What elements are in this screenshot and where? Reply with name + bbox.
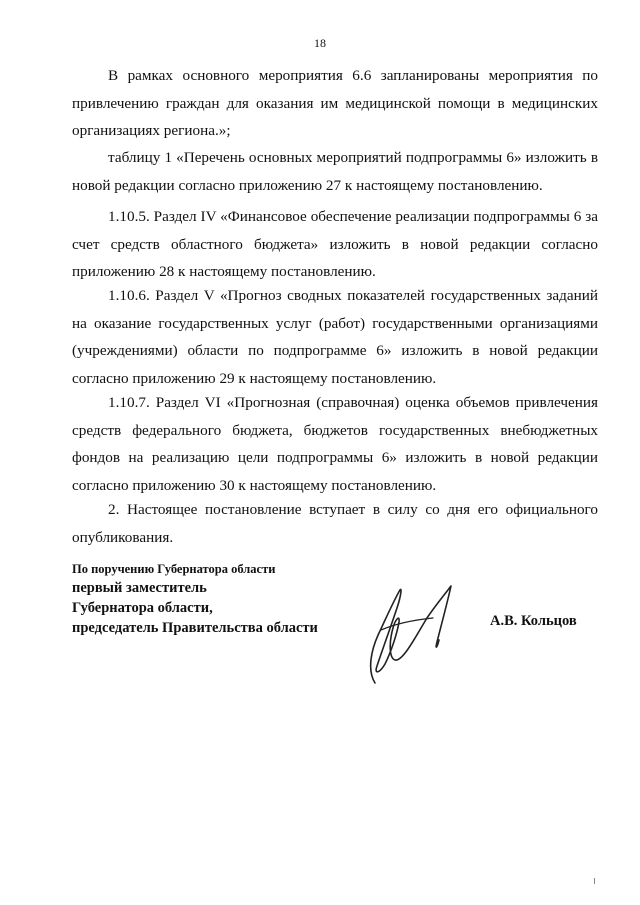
paragraph: таблицу 1 «Перечень основных мероприятий подпрограммы 6» изложить в новой редакции согласно приложению 27 к настоящему постановлению. xyxy=(72,149,598,194)
paragraph: 1.10.6. Раздел V «Прогноз сводных показателей государственных заданий на оказание государственных услуг (работ) государственными организациями (учреждениями) области по подпрограмме 6» изложить в новой редакции согласно приложению 29 к настоящему постановлению. xyxy=(72,287,598,387)
paragraph: 1.10.7. Раздел VI «Прогнозная (справочная) оценка объемов привлечения средств федерального бюджета, бюджетов государственных внебюджетных фондов на реализацию цели подпрограммы 6» изложить в новой редакции согласно приложению 30 к настоящему постановлению. xyxy=(72,394,598,494)
signatory-position: Губернатора области, xyxy=(72,600,213,616)
signatory-authority: По поручению Губернатора области xyxy=(72,562,276,576)
scan-mark xyxy=(594,878,595,884)
signer-name: А.В. Кольцов xyxy=(490,613,577,629)
signatory-position: первый заместитель xyxy=(72,580,207,596)
paragraph: В рамках основного мероприятия 6.6 запланированы мероприятия по привлечению граждан для оказания им медицинской помощи в медицинских организациях региона.»; xyxy=(72,67,598,140)
paragraph: 2. Настоящее постановление вступает в силу со дня его официального опубликования. xyxy=(72,501,598,546)
page-number: 18 xyxy=(314,36,326,50)
paragraph: 1.10.5. Раздел IV «Финансовое обеспечение реализации подпрограммы 6 за счет средств областного бюджета» изложить в новой редакции согласно приложению 28 к настоящему постановлению. xyxy=(72,208,598,281)
handwritten-signature xyxy=(355,578,470,688)
signature-block xyxy=(72,560,318,638)
signatory-position: председатель Правительства области xyxy=(72,620,318,636)
